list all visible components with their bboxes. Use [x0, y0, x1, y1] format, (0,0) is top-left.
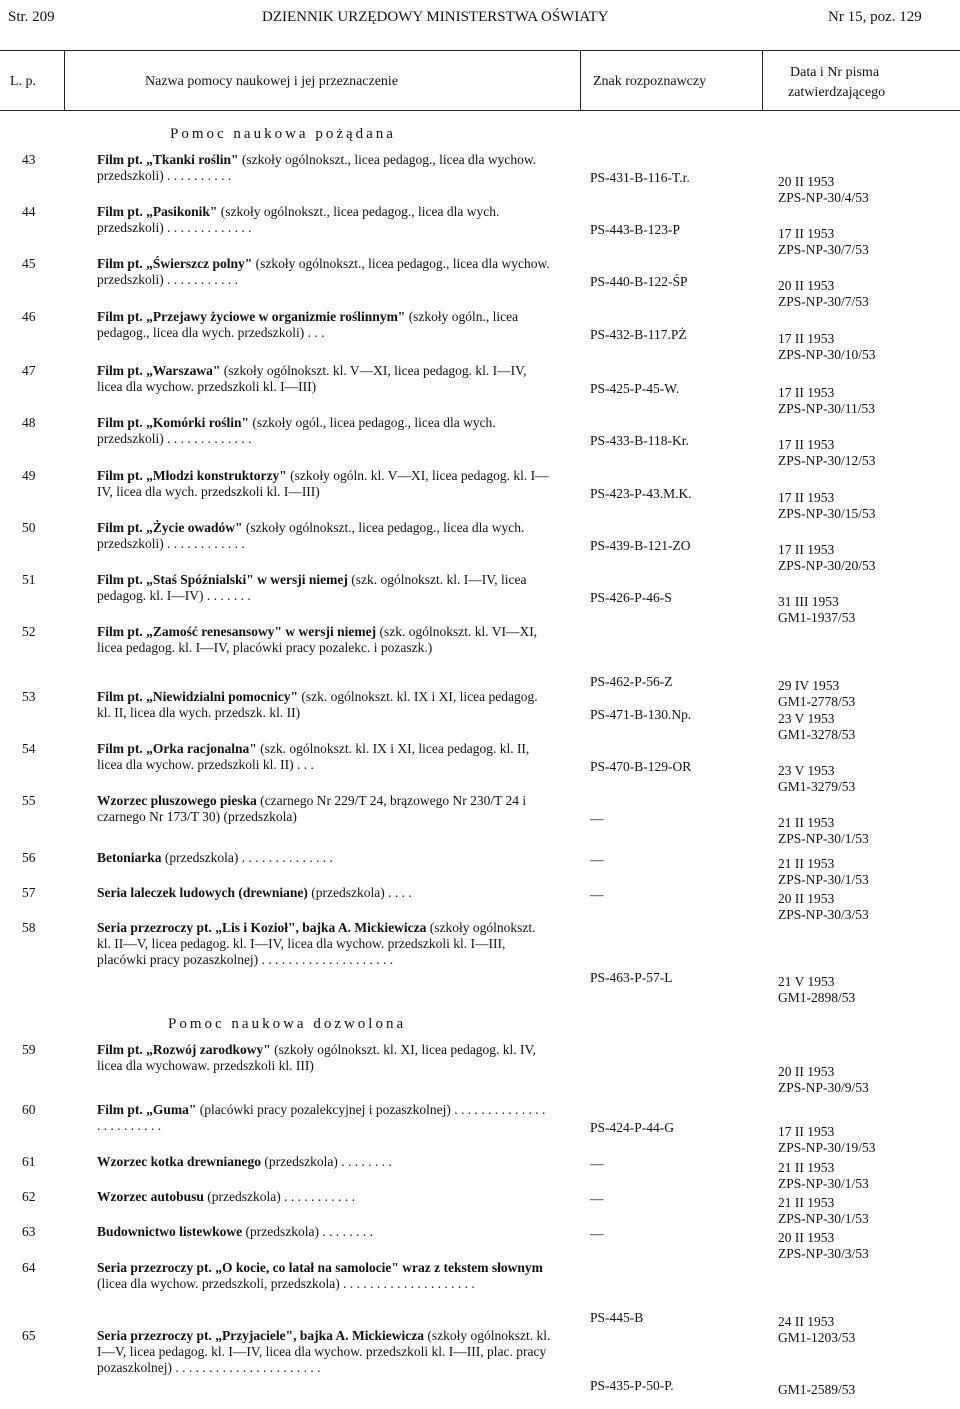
approval-number: ZPS-NP-30/1/53: [778, 872, 869, 887]
approval-date: 17 II 1953: [778, 490, 835, 505]
row-number: 52: [22, 624, 36, 639]
approval-date: 29 IV 1953: [778, 678, 840, 693]
row-number: 55: [22, 793, 36, 808]
row-description: [97, 1189, 552, 1205]
row-approval: [778, 437, 953, 469]
row-item-title: Film pt. „Zamość renesansowy" w wersji niemej: [97, 624, 377, 639]
row-code: PS-440-B-122-ŚP: [590, 274, 688, 289]
row-description: [97, 1102, 552, 1134]
approval-date: 20 II 1953: [778, 278, 835, 293]
row-code: PS-463-P-57-L: [590, 970, 673, 985]
row-number: 54: [22, 741, 36, 756]
row-description: [97, 572, 552, 604]
row-description: [97, 1154, 552, 1170]
column-header-name: Nazwa pomocy naukowej i jej przeznaczenie: [145, 74, 399, 89]
row-item-details: (placówki pracy pozalekcyjnej i pozaszkolnej) . . . . . . . . . . . . . . . . . . . . . . . .: [97, 1102, 546, 1133]
approval-number: GM1-2778/53: [778, 694, 856, 709]
row-number: 43: [22, 152, 36, 167]
row-approval: [778, 891, 953, 923]
approval-date: 20 II 1953: [778, 891, 835, 906]
table-header-rule: [0, 110, 960, 111]
row-approval: [778, 226, 953, 258]
approval-number: ZPS-NP-30/20/53: [778, 558, 876, 573]
approval-date: 17 II 1953: [778, 542, 835, 557]
row-item-title: Seria przezroczy pt. „O kocie, co latał na samolocie" wraz z tekstem słownym: [97, 1260, 543, 1275]
approval-number: ZPS-NP-30/1/53: [778, 831, 869, 846]
row-code: PS-445-B: [590, 1310, 644, 1325]
row-code: PS-432-B-117.PŻ: [590, 327, 687, 342]
row-item-details: (szkoły ogóln. kl. V—XI, licea pedagog. kl. I—IV, licea dla wych. przedszkoli kl. I—III): [97, 468, 549, 499]
row-approval: [778, 490, 953, 522]
row-code: PS-424-P-44-G: [590, 1120, 675, 1135]
row-item-title: Film pt. „Niewidzialni pomocnicy": [97, 689, 298, 704]
row-code: —: [590, 852, 604, 867]
row-item-title: Film pt. „Tkanki roślin": [97, 152, 239, 167]
row-approval: [778, 1064, 953, 1096]
row-code: —: [590, 1191, 604, 1206]
approval-number: ZPS-NP-30/3/53: [778, 907, 869, 922]
approval-date: 17 II 1953: [778, 385, 835, 400]
row-item-title: Budownictwo listewkowe: [97, 1224, 243, 1239]
row-approval: [778, 856, 953, 888]
row-item-details: (przedszkola) . . . . . . . . . . .: [203, 1189, 355, 1204]
row-description: [97, 468, 552, 500]
row-item-title: Film pt. „Guma": [97, 1102, 197, 1117]
row-item-title: Film pt. „Życie owadów": [97, 520, 243, 535]
row-item-details: (szkoły ogólnokszt., licea pedagog., licea dla wychow. przedszkoli) . . . . . . . . . . .: [97, 256, 550, 287]
approval-number: ZPS-NP-30/7/53: [778, 242, 869, 257]
journal-title: DZIENNIK URZĘDOWY MINISTERSTWA OŚWIATY: [262, 9, 609, 25]
row-number: 46: [22, 309, 36, 324]
row-approval: [778, 1314, 953, 1346]
row-item-title: Seria przezroczy pt. „Lis i Kozioł", bajka A. Mickiewicza: [97, 920, 427, 935]
row-number: 44: [22, 204, 36, 219]
row-item-title: Betoniarka: [97, 850, 162, 865]
row-item-title: Film pt. „Młodzi konstruktorzy": [97, 468, 287, 483]
row-item-title: Film pt. „Świerszcz polny": [97, 256, 253, 271]
approval-number: GM1-2898/53: [778, 990, 856, 1005]
row-code: PS-439-B-121-ZO: [590, 538, 691, 553]
row-code: PS-431-B-116-T.r.: [590, 170, 690, 185]
row-number: 58: [22, 920, 36, 935]
row-number: 63: [22, 1224, 36, 1239]
row-item-details: (przedszkola) . . . . . . . . . . . . . .: [161, 850, 333, 865]
column-divider-1: [64, 50, 65, 110]
row-item-details: (czarnego Nr 229/T 24, brązowego Nr 230/T 24 i czarnego Nr 173/T 30) (przedszkola): [97, 793, 527, 824]
row-description: [97, 415, 552, 447]
column-header-lp: L. p.: [10, 74, 37, 89]
approval-number: ZPS-NP-30/11/53: [778, 401, 876, 416]
row-item-title: Film pt. „Przejawy życiowe w organizmie roślinnym": [97, 309, 406, 324]
row-description: [97, 624, 552, 656]
row-description: [97, 689, 552, 721]
approval-number: ZPS-NP-30/12/53: [778, 453, 876, 468]
row-item-details: (przedszkola) . . . . . . . .: [242, 1224, 373, 1239]
row-description: [97, 1042, 552, 1074]
row-description: [97, 520, 552, 552]
row-description: [97, 741, 552, 773]
approval-date: 21 II 1953: [778, 815, 835, 830]
issue-reference: Nr 15, poz. 129: [828, 9, 922, 25]
row-number: 56: [22, 850, 36, 865]
row-item-title: Film pt. „Pasikonik": [97, 204, 218, 219]
column-header-date-line1: Data i Nr pisma: [790, 65, 880, 80]
row-code: PS-426-P-46-S: [590, 590, 672, 605]
row-approval: [778, 711, 953, 743]
approval-number: GM1-1203/53: [778, 1330, 856, 1345]
row-description: [97, 793, 552, 825]
approval-date: 20 II 1953: [778, 174, 835, 189]
approval-date: 17 II 1953: [778, 1124, 835, 1139]
approval-number: ZPS-NP-30/9/53: [778, 1080, 869, 1095]
row-item-title: Seria laleczek ludowych (drewniane): [97, 885, 308, 900]
column-header-code: Znak rozpoznawczy: [593, 74, 707, 89]
approval-date: 20 II 1953: [778, 1064, 835, 1079]
column-divider-3: [762, 50, 763, 110]
row-description: [97, 850, 552, 866]
row-item-details: (przedszkola) . . . . . . . .: [260, 1154, 392, 1169]
row-approval: [778, 542, 953, 574]
row-number: 48: [22, 415, 36, 430]
row-approval: [778, 1382, 953, 1398]
row-description: [97, 885, 552, 901]
row-item-title: Film pt. „Rozwój zarodkowy": [97, 1042, 271, 1057]
approval-date: 31 III 1953: [778, 594, 839, 609]
row-description: [97, 204, 552, 236]
row-number: 49: [22, 468, 36, 483]
approval-number: GM1-3278/53: [778, 727, 856, 742]
approval-date: 23 V 1953: [778, 711, 835, 726]
row-approval: [778, 763, 953, 795]
row-number: 60: [22, 1102, 36, 1117]
row-number: 50: [22, 520, 36, 535]
row-number: 51: [22, 572, 36, 587]
row-description: [97, 363, 552, 395]
row-item-details: (szkoły ogóln., licea pedagog., licea dla wych. przedszkoli) . . .: [97, 309, 519, 340]
approval-number: ZPS-NP-30/15/53: [778, 506, 876, 521]
row-item-details: (szk. ogólnokszt. kl. VI—XI, licea pedagog. kl. I—IV, placówki pracy pozalekc. i pozaszk.): [97, 624, 538, 655]
approval-date: 24 II 1953: [778, 1314, 835, 1329]
row-item-details: (szkoły ogólnokszt. kl. II—V, licea pedagog. kl. I—IV, licea dla wychow. przedszkoli kl. I—III, placówki pracy pozaszkolnej) . . . . . . . . . . . . . . . . . . . .: [97, 920, 536, 967]
row-code: PS-443-B-123-P: [590, 222, 681, 237]
approval-date: 17 II 1953: [778, 226, 835, 241]
row-approval: [778, 1124, 953, 1156]
row-item-details: (szkoły ogólnokszt., licea pedagog., licea dla wychow. przedszkoli) . . . . . . . . . .: [97, 152, 537, 183]
row-item-details: (szkoły ogólnokszt., licea pedagog., licea dla wych. przedszkoli) . . . . . . . . . . . .: [97, 520, 525, 551]
row-item-details: (szkoły ogólnokszt. kl. V—XI, licea pedagog. kl. I—IV, licea dla wychow. przedszkoli kl. I—III): [97, 363, 527, 394]
row-description: [97, 920, 552, 968]
row-approval: [778, 331, 953, 363]
row-approval: [778, 278, 953, 310]
row-item-details: (szk. ogólnokszt. kl. IX i XI, licea pedagog. kl. II, licea dla wychow. przedszkoli kl. II) . . .: [97, 741, 530, 772]
row-item-details: (szkoły ogólnokszt. kl. I—V, licea pedagog. kl. I—IV, licea dla wychow. przedszkoli kl. I—III, plac. pracy pozaszkolnej) . . . . . . . . . . . . . . . . . . . . . .: [97, 1328, 551, 1375]
section-heading-allowed: Pomoc naukowa dozwolona: [168, 1016, 407, 1032]
approval-number: ZPS-NP-30/7/53: [778, 294, 869, 309]
row-description: [97, 1328, 552, 1376]
approval-date: 21 II 1953: [778, 1160, 835, 1175]
row-approval: [778, 1230, 953, 1262]
approval-date: 23 V 1953: [778, 763, 835, 778]
row-approval: [778, 678, 953, 710]
row-code: —: [590, 1156, 604, 1171]
row-number: 53: [22, 689, 36, 704]
row-code: —: [590, 887, 604, 902]
column-divider-2: [580, 50, 581, 110]
row-description: [97, 309, 552, 341]
row-code: PS-471-B-130.Np.: [590, 707, 692, 722]
approval-number: GM1-1937/53: [778, 610, 856, 625]
approval-number: ZPS-NP-30/3/53: [778, 1246, 869, 1261]
row-description: [97, 152, 552, 184]
row-number: 45: [22, 256, 36, 271]
row-description: [97, 1224, 552, 1240]
row-code: PS-435-P-50-P.: [590, 1378, 674, 1393]
row-number: 64: [22, 1260, 36, 1275]
row-item-title: Wzorzec kotka drewnianego: [97, 1154, 261, 1169]
approval-number: ZPS-NP-30/10/53: [778, 347, 876, 362]
row-approval: [778, 594, 953, 626]
row-code: PS-462-P-56-Z: [590, 674, 673, 689]
row-approval: [778, 1160, 953, 1192]
row-code: PS-425-P-45-W.: [590, 381, 680, 396]
row-approval: [778, 1195, 953, 1227]
row-item-title: Wzorzec autobusu: [97, 1189, 204, 1204]
column-header-date-line2: zatwierdzającego: [788, 85, 886, 100]
approval-number: GM1-2589/53: [778, 1382, 856, 1397]
row-item-details: (licea dla wychow. przedszkoli, przedszkola) . . . . . . . . . . . . . . . . . . . .: [97, 1276, 475, 1291]
row-item-title: Wzorzec pluszowego pieska: [97, 793, 257, 808]
row-description: [97, 1260, 552, 1292]
row-number: 61: [22, 1154, 36, 1169]
row-item-details: (szk. ogólnokszt. kl. IX i XI, licea pedagog. kl. II, licea dla wych. przedszk. kl. II): [97, 689, 538, 720]
row-number: 47: [22, 363, 36, 378]
row-code: —: [590, 811, 604, 826]
approval-number: ZPS-NP-30/1/53: [778, 1211, 869, 1226]
row-approval: [778, 174, 953, 206]
row-number: 65: [22, 1328, 36, 1343]
approval-number: ZPS-NP-30/1/53: [778, 1176, 869, 1191]
approval-date: 20 II 1953: [778, 1230, 835, 1245]
approval-date: 17 II 1953: [778, 437, 835, 452]
row-code: PS-423-P-43.M.K.: [590, 486, 692, 501]
approval-date: 17 II 1953: [778, 331, 835, 346]
row-approval: [778, 385, 953, 417]
row-number: 62: [22, 1189, 36, 1204]
row-approval: [778, 974, 953, 1006]
approval-date: 21 V 1953: [778, 974, 835, 989]
page-number: Str. 209: [8, 9, 55, 25]
row-item-title: Film pt. „Komórki roślin": [97, 415, 250, 430]
section-heading-required: Pomoc naukowa pożądana: [170, 126, 396, 142]
row-code: —: [590, 1226, 604, 1241]
row-item-details: (szk. ogólnokszt. kl. I—IV, licea pedagog. kl. I—IV) . . . . . . .: [97, 572, 527, 603]
approval-number: ZPS-NP-30/4/53: [778, 190, 869, 205]
row-code: PS-433-B-118-Kr.: [590, 433, 689, 448]
row-approval: [778, 815, 953, 847]
table-top-rule: [0, 50, 960, 51]
approval-date: 21 II 1953: [778, 1195, 835, 1210]
row-item-title: Film pt. „Staś Spóźnialski" w wersji niemej: [97, 572, 348, 587]
row-description: [97, 256, 552, 288]
row-item-title: Film pt. „Warszawa": [97, 363, 221, 378]
approval-date: 21 II 1953: [778, 856, 835, 871]
row-item-details: (przedszkola) . . . .: [307, 885, 412, 900]
row-code: PS-470-B-129-OR: [590, 759, 692, 774]
row-item-details: (szkoły ogólnokszt. kl. XI, licea pedagog. kl. IV, licea dla wychowaw. przedszkoli kl. III): [97, 1042, 536, 1073]
approval-number: GM1-3279/53: [778, 779, 856, 794]
row-item-details: (szkoły ogól., licea pedagog., licea dla wych. przedszkoli) . . . . . . . . . . . . .: [97, 415, 496, 446]
row-number: 57: [22, 885, 36, 900]
row-item-title: Film pt. „Orka racjonalna": [97, 741, 257, 756]
approval-number: ZPS-NP-30/19/53: [778, 1140, 876, 1155]
row-number: 59: [22, 1042, 36, 1057]
row-item-title: Seria przezroczy pt. „Przyjaciele", bajka A. Mickiewicza: [97, 1328, 425, 1343]
row-item-details: (szkoły ogólnokszt., licea pedagog., licea dla wych. przedszkoli) . . . . . . . . . . . . .: [97, 204, 500, 235]
